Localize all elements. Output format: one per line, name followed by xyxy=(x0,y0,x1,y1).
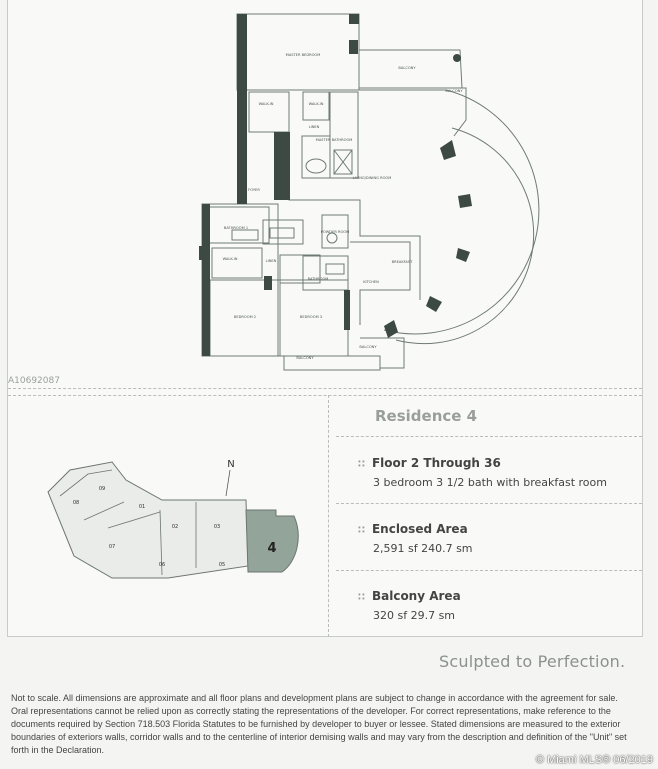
balcony-area-label: ∷ Balcony Area xyxy=(358,589,638,603)
highlighted-unit: 4 xyxy=(267,541,277,556)
label-balcony-mid: BALCONY xyxy=(359,345,377,349)
label-linen: LINEN xyxy=(308,125,320,129)
label-powder-room: POWDER ROOM xyxy=(320,230,350,234)
unit-label: 03 xyxy=(213,524,221,530)
balcony-area-value: 320 sf 29.7 sm xyxy=(373,609,456,622)
enclosed-area-info xyxy=(358,522,638,555)
label-balcony-bottom: BALCONY xyxy=(296,356,314,360)
unit-label: 05 xyxy=(218,562,226,568)
label-bathroom-2: BATHROOM xyxy=(307,277,329,281)
disclaimer-text: Not to scale. All dimensions are approximate and all floor plans and development plans are subject to change in accordance with the agreement for sale. Oral representations cannot be relied upon as correctly stating the representations of the developer. For correct representations, make reference to the documents required by Section 718.503 Florida Statutes to be furnished by developer to buyer or lessee. Stated dimensions are measured to the exterior boundaries of exteriors walls, corridor walls and to the centerline of interior demising walls and may vary from the description and definition of the "Unit" set forth in the Declaration. xyxy=(11,693,627,755)
listing-watermark: A10692087 xyxy=(8,376,60,386)
balcony-area-info xyxy=(358,589,638,622)
unit-label: 02 xyxy=(171,524,179,530)
label-balcony-side: BALCONY xyxy=(445,89,463,93)
label-living-dining: LIVING/DINING ROOM xyxy=(352,176,392,180)
divider xyxy=(328,395,329,637)
label-bedroom-3: BEDROOM 3 xyxy=(299,315,323,319)
divider xyxy=(336,436,642,437)
unit-label: 01 xyxy=(138,504,146,510)
label-kitchen: KITCHEN xyxy=(363,280,379,284)
unit-label: 06 xyxy=(158,562,166,568)
unit-label: 08 xyxy=(72,500,80,506)
mls-watermark: © Miami MLS® 06/2019 xyxy=(535,754,653,766)
label-bathroom-1: BATHROOM 1 xyxy=(223,226,249,230)
label-linen-2: LINEN xyxy=(265,259,277,263)
north-label: N xyxy=(227,459,235,470)
label-master-bedroom: MASTER BEDROOM xyxy=(285,53,321,57)
unit-label: 09 xyxy=(98,486,106,492)
enclosed-area-value: 2,591 sf 240.7 sm xyxy=(373,542,473,555)
unit-label: 07 xyxy=(108,544,116,550)
tagline: Sculpted to Perfection. xyxy=(439,652,626,671)
floor-label: ∷ Floor 2 Through 36 xyxy=(358,456,638,470)
label-bedroom-2: BEDROOM 2 xyxy=(233,315,257,319)
label-foyer: FOYER xyxy=(248,188,260,192)
label-walkin-b: WALK-IN xyxy=(308,102,324,106)
key-plan xyxy=(48,459,298,578)
divider xyxy=(336,570,642,571)
label-walkin-c: WALK-IN xyxy=(222,257,238,261)
floor-info xyxy=(358,456,638,489)
divider xyxy=(8,388,642,389)
label-walkin-a: WALK-IN xyxy=(258,102,274,106)
floor-description: 3 bedroom 3 1/2 bath with breakfast room xyxy=(373,476,607,489)
label-master-bath: MASTER BATHROOM xyxy=(315,138,353,142)
label-balcony-top: BALCONY xyxy=(398,66,416,70)
divider xyxy=(8,395,642,396)
enclosed-area-label: ∷ Enclosed Area xyxy=(358,522,638,536)
residence-title: Residence 4 xyxy=(375,407,478,425)
label-breakfast: BREAKFAST xyxy=(391,260,413,264)
divider xyxy=(336,503,642,504)
